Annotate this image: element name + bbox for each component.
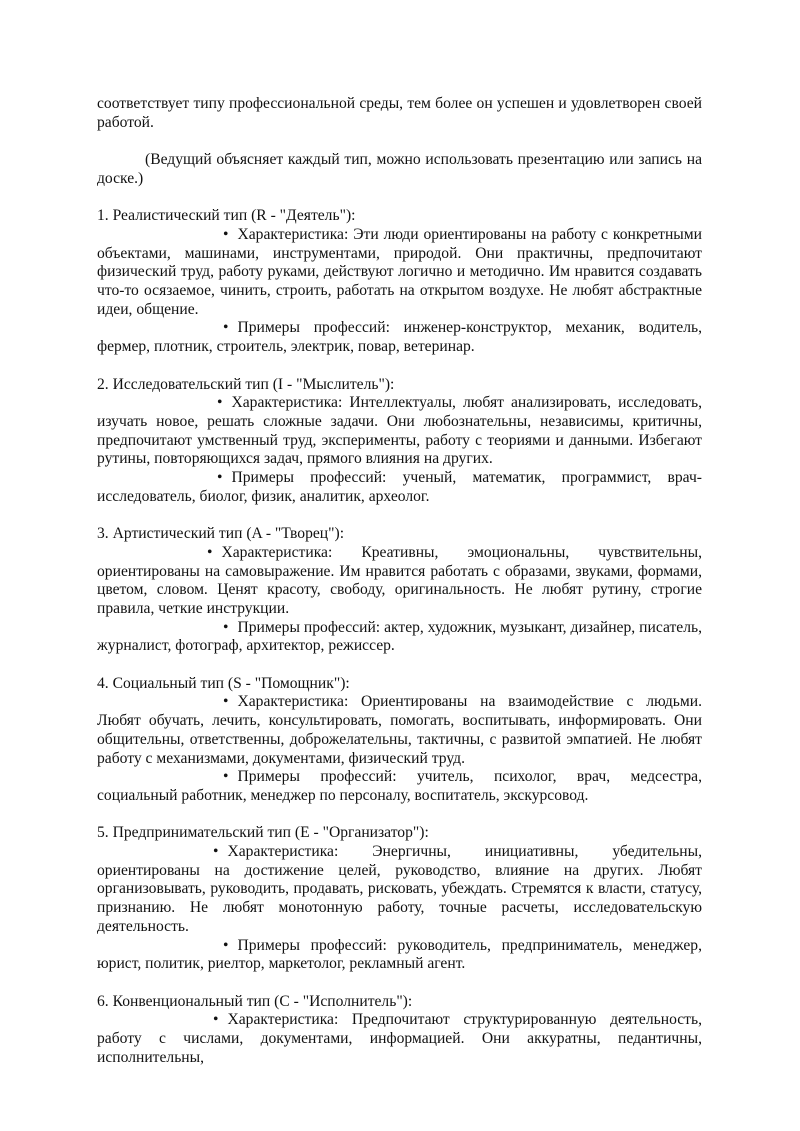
examples-text: Примеры профессий: руководитель, предприниматель, менеджер, юрист, политик, риелтор, маркетолог, рекламный агент. bbox=[97, 936, 702, 973]
document-page bbox=[97, 95, 702, 1067]
bullet-icon: • bbox=[213, 1011, 219, 1029]
bullet-icon: • bbox=[223, 768, 229, 786]
characteristic-item bbox=[97, 394, 702, 469]
examples-item bbox=[97, 937, 702, 974]
section-heading: 4. Социальный тип (S - "Помощник"): bbox=[97, 674, 350, 692]
section-heading: 6. Конвенциональный тип (C - "Исполнитель"): bbox=[97, 992, 413, 1010]
characteristic-item bbox=[97, 226, 702, 320]
section-investigative bbox=[97, 376, 702, 507]
characteristic-item bbox=[97, 693, 702, 768]
characteristic-item bbox=[97, 1011, 702, 1067]
presenter-note: (Ведущий объясняет каждый тип, можно использовать презентацию или запись на доске.) bbox=[97, 151, 702, 187]
characteristic-text: Характеристика: Интеллектуалы, любят анализировать, исследовать, изучать новое, решать сложные задачи. Они любознательны, независимы, критичны, предпочитают умственный труд, эксперименты, работу с теориями и данными. Избегают рутины, повторяющихся задач, прямого влияния на других. bbox=[97, 394, 702, 468]
section-realistic bbox=[97, 207, 702, 357]
section-heading: 1. Реалистический тип (R - "Деятель"): bbox=[97, 207, 356, 225]
characteristic-item bbox=[97, 544, 702, 619]
section-artistic bbox=[97, 525, 702, 656]
section-heading: 5. Предпринимательский тип (E - "Организатор"): bbox=[97, 824, 429, 842]
bullet-icon: • bbox=[207, 543, 213, 561]
bullet-icon: • bbox=[217, 469, 223, 487]
examples-item bbox=[97, 469, 702, 506]
examples-item bbox=[97, 768, 702, 805]
characteristic-text: Характеристика: Ориентированы на взаимодействие с людьми. Любят обучать, лечить, консультировать, помогать, воспитывать, информировать. Они общительны, ответственны, доброжелательны, тактичны, с развитой эмпатией. Не любят работу с механизмами, документами, физический труд. bbox=[97, 693, 702, 767]
examples-text: Примеры профессий: актер, художник, музыкант, дизайнер, писатель, журналист, фотограф, архитектор, режиссер. bbox=[97, 618, 702, 655]
characteristic-text: Характеристика: Эти люди ориентированы на работу с конкретными объектами, машинами, инструментами, природой. Они практичны, предпочитают физический труд, работу руками, действуют логично и методично. Им нравится создавать что-то осязаемое, чинить, строить, работать на открытом воздухе. Не любят абстрактные идеи, общение. bbox=[97, 225, 702, 318]
bullet-icon: • bbox=[223, 936, 229, 954]
section-heading: 2. Исследовательский тип (I - "Мыслитель"): bbox=[97, 375, 395, 393]
intro-paragraph: соответствует типу профессиональной среды, тем более он успешен и удовлетворен своей работой. bbox=[97, 95, 702, 131]
characteristic-text: Характеристика: Креативны, эмоциональны, чувствительны, ориентированы на самовыражение. Им нравится работать с образами, звуками, формами, цветом, словом. Ценят красоту, свободу, оригинальность. Не любят рутину, строгие правила, четкие инструкции. bbox=[97, 543, 702, 617]
examples-item bbox=[97, 319, 702, 356]
examples-item bbox=[97, 619, 702, 656]
examples-text: Примеры профессий: ученый, математик, программист, врач-исследователь, биолог, физик, аналитик, археолог. bbox=[97, 469, 702, 505]
section-heading: 3. Артистический тип (A - "Творец"): bbox=[97, 525, 345, 543]
bullet-icon: • bbox=[217, 394, 223, 412]
characteristic-text: Характеристика: Энергичны, инициативны, убедительны, ориентированы на достижение целей, руководство, влияние на других. Любят организовывать, руководить, продавать, рисковать, убеждать. Стремятся к власти, статусу, признанию. Не любят монотонную работу, точные расчеты, исследовательскую деятельность. bbox=[97, 843, 702, 935]
bullet-icon: • bbox=[223, 618, 229, 636]
examples-text: Примеры профессий: инженер-конструктор, механик, водитель, фермер, плотник, строитель, электрик, повар, ветеринар. bbox=[97, 319, 702, 356]
section-social bbox=[97, 675, 702, 806]
bullet-icon: • bbox=[223, 693, 229, 711]
section-enterprising bbox=[97, 824, 702, 974]
bullet-icon: • bbox=[223, 319, 229, 337]
characteristic-item bbox=[97, 843, 702, 937]
examples-text: Примеры профессий: учитель, психолог, врач, медсестра, социальный работник, менеджер по персоналу, воспитатель, экскурсовод. bbox=[97, 768, 702, 804]
bullet-icon: • bbox=[213, 843, 219, 861]
characteristic-text: Характеристика: Предпочитают структурированную деятельность, работу с числами, документами, информацией. Они аккуратны, педантичны, исполнительны, bbox=[97, 1011, 702, 1066]
section-conventional bbox=[97, 993, 702, 1068]
bullet-icon: • bbox=[223, 225, 229, 243]
